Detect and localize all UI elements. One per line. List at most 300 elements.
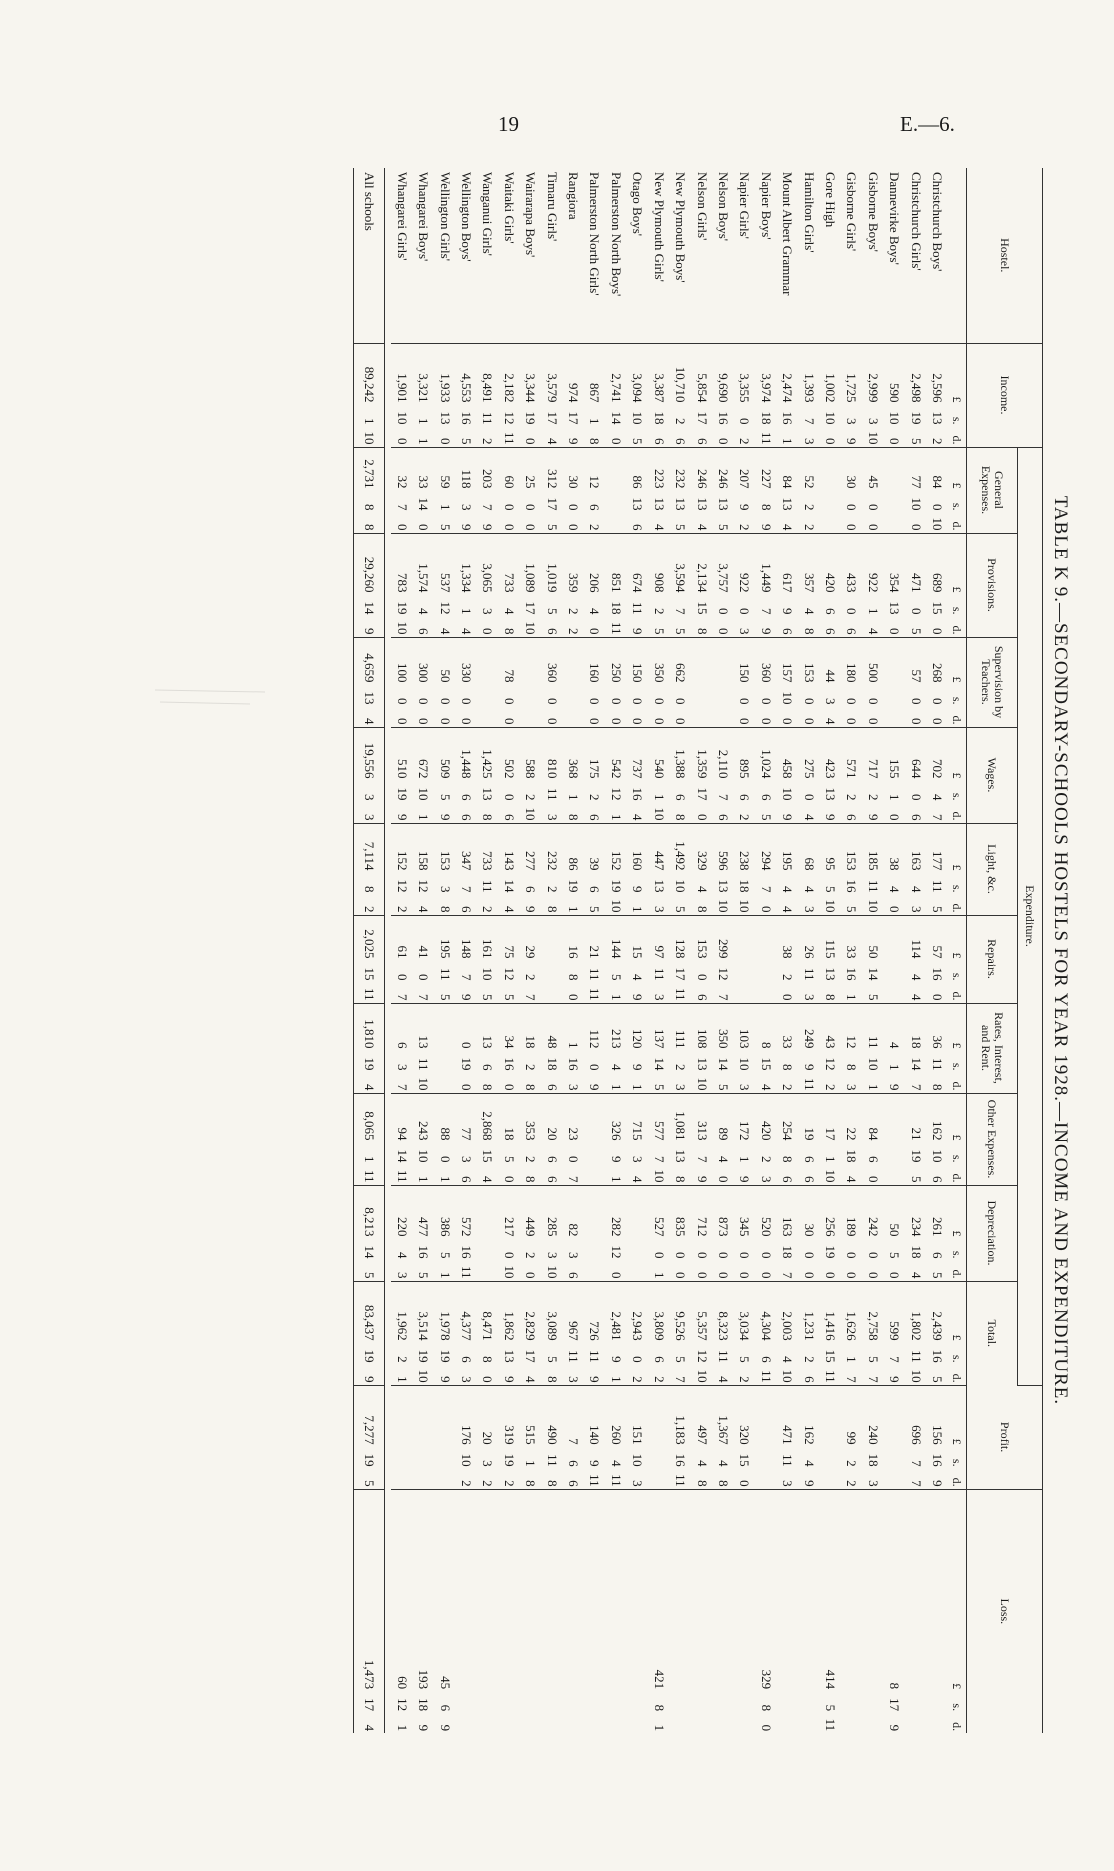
amount-cell: 967 11 3 <box>563 1281 584 1385</box>
amount-cell: 95 5 10 <box>820 823 841 915</box>
amount-cell: 153 16 5 <box>841 823 862 915</box>
table-row <box>434 168 455 1733</box>
amount-cell: 34 16 0 <box>498 1003 519 1093</box>
amount-cell <box>862 1489 883 1733</box>
amount-cell: 733 4 8 <box>498 533 519 637</box>
amount-cell <box>734 1489 755 1733</box>
amount-cell: 86 19 1 <box>563 823 584 915</box>
amount-cell: 155 1 0 <box>884 727 905 823</box>
amount-cell: 572 16 11 <box>456 1185 477 1281</box>
hostel-name: Whangarei Girls' <box>391 168 412 343</box>
amount-cell: 350 0 0 <box>648 637 669 727</box>
amount-cell: 350 14 5 <box>713 1003 734 1093</box>
amount-cell <box>841 1489 862 1733</box>
amount-cell <box>520 1489 541 1733</box>
amount-cell: 596 13 10 <box>713 823 734 915</box>
amount-cell: 537 12 4 <box>434 533 455 637</box>
amount-cell: 1,449 7 9 <box>755 533 776 637</box>
amount-cell: 152 19 10 <box>606 823 627 915</box>
table-row <box>670 168 691 1733</box>
amount-cell: 360 0 0 <box>541 637 562 727</box>
amount-cell: 520 0 0 <box>755 1185 776 1281</box>
table-row <box>541 168 562 1733</box>
amount-cell: 4 1 9 <box>884 1003 905 1093</box>
amount-cell: 108 13 10 <box>691 1003 712 1093</box>
hostel-name: Nelson Boys' <box>713 168 734 343</box>
table-row <box>755 168 776 1733</box>
amount-cell: 30 0 0 <box>841 447 862 533</box>
amount-cell <box>884 447 905 533</box>
amount-cell <box>755 1385 776 1489</box>
amount-cell: 206 4 0 <box>584 533 605 637</box>
amount-cell: 458 10 9 <box>777 727 798 823</box>
amount-cell: 234 18 4 <box>905 1185 926 1281</box>
amount-cell: 3,974 18 11 <box>755 343 776 447</box>
amount-cell: 2,498 19 5 <box>905 343 926 447</box>
amount-cell: 60 0 0 <box>498 447 519 533</box>
amount-cell <box>584 1093 605 1185</box>
amount-cell: 57 16 0 <box>927 915 948 1003</box>
amount-cell: 3,809 6 2 <box>648 1281 669 1385</box>
amount-cell: 1,448 6 6 <box>456 727 477 823</box>
unit-label: £ s. d. <box>948 1185 967 1281</box>
amount-cell: 13 11 10 <box>413 1003 434 1093</box>
amount-cell: 3,387 18 6 <box>648 343 669 447</box>
amount-cell: 3,514 19 10 <box>413 1281 434 1385</box>
amount-cell: 320 15 0 <box>734 1385 755 1489</box>
amount-cell: 471 0 5 <box>905 533 926 637</box>
amount-cell: 2,134 15 8 <box>691 533 712 637</box>
hostel-name: Dannevirke Boys' <box>884 168 905 343</box>
amount-cell: 3,034 5 2 <box>734 1281 755 1385</box>
rotated-table-block <box>323 168 1077 1733</box>
amount-cell: 176 10 2 <box>456 1385 477 1489</box>
hostel-name: Waitaki Girls' <box>498 168 519 343</box>
amount-cell: 39 6 5 <box>584 823 605 915</box>
amount-cell: 250 0 0 <box>606 637 627 727</box>
amount-cell: 163 18 7 <box>777 1185 798 1281</box>
amount-cell: 59 1 5 <box>434 447 455 533</box>
amount-cell <box>477 1489 498 1733</box>
hostel-name: Rangiora <box>563 168 584 343</box>
table-row <box>713 168 734 1733</box>
amount-cell: 299 12 7 <box>713 915 734 1003</box>
page-number: 19 <box>498 112 519 136</box>
amount-cell: 175 2 6 <box>584 727 605 823</box>
amount-cell: 203 7 9 <box>477 447 498 533</box>
amount-cell: 2,439 16 5 <box>927 1281 948 1385</box>
amount-cell: 45 6 9 <box>437 1676 453 1732</box>
amount-cell: 360 0 0 <box>755 637 776 727</box>
amount-cell: 18 2 8 <box>520 1003 541 1093</box>
table-row <box>841 168 862 1733</box>
hostel-name: New Plymouth Boys' <box>670 168 691 343</box>
hostel-name: Gisborne Boys' <box>862 168 883 343</box>
expenditure-col-header: Rates, Interest, and Rent. <box>967 1003 1018 1093</box>
amount-cell: 414 5 11 <box>822 1669 838 1732</box>
unit-label: £ s. d. <box>948 915 967 1003</box>
table-row <box>627 168 648 1733</box>
amount-cell: 717 2 9 <box>862 727 883 823</box>
hostel-name: Gisborne Girls' <box>841 168 862 343</box>
table-row <box>884 168 905 1733</box>
amount-cell: 1,388 6 8 <box>670 727 691 823</box>
amount-cell: 715 3 4 <box>627 1093 648 1185</box>
table-row <box>563 168 584 1733</box>
amount-cell: 3,089 5 8 <box>541 1281 562 1385</box>
amount-cell: 33 8 2 <box>777 1003 798 1093</box>
amount-cell: 242 0 0 <box>862 1185 883 1281</box>
amount-cell: 77 3 6 <box>456 1093 477 1185</box>
amount-cell: 20 6 6 <box>541 1093 562 1185</box>
amount-cell: 160 9 1 <box>627 823 648 915</box>
hostel-name: Whangarei Boys' <box>413 168 434 343</box>
amount-cell: 94 14 11 <box>391 1093 412 1185</box>
amount-cell <box>477 637 498 727</box>
amount-cell: 246 13 4 <box>691 447 712 533</box>
amount-cell: 851 18 11 <box>606 533 627 637</box>
amount-cell: 354 13 0 <box>884 533 905 637</box>
amount-cell: 232 13 5 <box>670 447 691 533</box>
amount-cell: 19 6 6 <box>798 1093 819 1185</box>
amount-cell: 329 4 8 <box>691 823 712 915</box>
amount-cell: 319 19 2 <box>498 1385 519 1489</box>
amount-cell: 84 6 0 <box>862 1093 883 1185</box>
amount-cell: 421 8 1 <box>651 1669 667 1732</box>
amount-cell: 8 17 9 <box>887 1682 903 1732</box>
amount-cell: 277 6 9 <box>520 823 541 915</box>
amount-cell: 30 0 0 <box>798 1185 819 1281</box>
amount-cell: 33 14 0 <box>413 447 434 533</box>
amount-cell: 1,002 10 0 <box>820 343 841 447</box>
amount-cell: 22 18 4 <box>841 1093 862 1185</box>
amount-cell: 571 2 6 <box>841 727 862 823</box>
amount-cell: 195 4 4 <box>777 823 798 915</box>
amount-cell <box>520 637 541 727</box>
table-row <box>927 168 948 1733</box>
amount-cell: 2,758 5 7 <box>862 1281 883 1385</box>
amount-cell: 82 3 6 <box>563 1185 584 1281</box>
amount-cell: 1,359 17 0 <box>691 727 712 823</box>
amount-cell: 162 4 9 <box>798 1385 819 1489</box>
amount-cell: 1,492 10 5 <box>670 823 691 915</box>
hostel-name: Napier Boys' <box>755 168 776 343</box>
amount-cell: 509 5 9 <box>434 727 455 823</box>
expenditure-col-header: Provisions. <box>967 533 1018 637</box>
amount-cell: 1,019 5 6 <box>541 533 562 637</box>
amount-cell <box>691 1489 712 1733</box>
amount-cell: 150 0 0 <box>734 637 755 727</box>
table-row <box>391 168 412 1733</box>
amount-cell: 144 5 1 <box>606 915 627 1003</box>
amount-cell: 490 11 8 <box>541 1385 562 1489</box>
amount-cell: 153 3 8 <box>434 823 455 915</box>
amount-cell: 2,868 15 4 <box>477 1093 498 1185</box>
hostel-name: Palmerston North Girls' <box>584 168 605 343</box>
amount-cell: 12 6 2 <box>584 447 605 533</box>
hostel-header: Hostel. <box>967 168 1043 343</box>
amount-cell: 895 6 2 <box>734 727 755 823</box>
amount-cell: 783 19 10 <box>391 533 412 637</box>
amount-cell: 12 8 3 <box>841 1003 862 1093</box>
amount-cell: 386 5 1 <box>434 1185 455 1281</box>
table-row <box>520 168 541 1733</box>
amount-cell: 38 2 0 <box>777 915 798 1003</box>
amount-cell: 21 11 11 <box>584 915 605 1003</box>
expenditure-col-header: General Expenses. <box>967 447 1018 533</box>
amount-cell: 2,110 7 6 <box>713 727 734 823</box>
table-row <box>798 168 819 1733</box>
amount-cell: 329 8 0 <box>758 1669 774 1732</box>
amount-cell: 100 0 0 <box>391 637 412 727</box>
amount-cell: 29,260 14 9 <box>354 533 385 637</box>
amount-cell: 220 4 3 <box>391 1185 412 1281</box>
amount-cell: 2,943 0 2 <box>627 1281 648 1385</box>
amount-cell: 867 1 8 <box>584 343 605 447</box>
amount-cell: 128 17 11 <box>670 915 691 1003</box>
amount-cell: 540 1 10 <box>648 727 669 823</box>
amount-cell: 232 2 8 <box>541 823 562 915</box>
amount-cell: 43 12 2 <box>820 1003 841 1093</box>
amount-cell: 712 0 0 <box>691 1185 712 1281</box>
amount-cell: 3,094 10 5 <box>627 343 648 447</box>
unit-label: £ s. d. <box>948 533 967 637</box>
amount-cell: 835 0 0 <box>670 1185 691 1281</box>
amount-cell: 2,474 16 1 <box>777 343 798 447</box>
amount-cell <box>820 447 841 533</box>
table-row <box>456 168 477 1733</box>
hostel-name: Wellington Girls' <box>434 168 455 343</box>
amount-cell: 1,901 10 0 <box>391 343 412 447</box>
hostel-name: All schools <box>354 168 385 343</box>
document-reference: E.—6. <box>900 112 955 136</box>
amount-cell: 726 11 9 <box>584 1281 605 1385</box>
amount-cell <box>884 915 905 1003</box>
amount-cell <box>713 1489 734 1733</box>
amount-cell: 163 4 3 <box>905 823 926 915</box>
amount-cell: 1,081 13 8 <box>670 1093 691 1185</box>
table-title: TABLE K 9.—SECONDARY-SCHOOLS HOSTELS FOR YEAR 1928.—INCOME AND EXPENDITURE. <box>1050 495 1071 1406</box>
amount-cell <box>456 1489 477 1733</box>
amount-cell <box>584 1489 605 1733</box>
amount-cell: 737 16 4 <box>627 727 648 823</box>
amount-cell: 140 9 11 <box>584 1385 605 1489</box>
faint-margin-marks <box>150 680 270 720</box>
amount-cell: 294 7 0 <box>755 823 776 915</box>
amount-cell: 1,089 17 10 <box>520 533 541 637</box>
amount-cell: 7 6 6 <box>563 1385 584 1489</box>
amount-cell: 8,491 11 2 <box>477 343 498 447</box>
amount-cell: 15 4 9 <box>627 915 648 1003</box>
hostel-name: Napier Girls' <box>734 168 755 343</box>
amount-cell: 103 10 3 <box>734 1003 755 1093</box>
amount-cell: 590 10 0 <box>884 343 905 447</box>
hostel-name: Palmerston North Boys' <box>606 168 627 343</box>
amount-cell: 733 11 2 <box>477 823 498 915</box>
expenditure-header: Expenditure. <box>1018 447 1043 1385</box>
unit-label: £ s. d. <box>948 1385 967 1489</box>
amount-cell: 6 3 7 <box>391 1003 412 1093</box>
amount-cell <box>670 1489 691 1733</box>
amount-cell <box>434 1003 455 1093</box>
amount-cell: 3,355 0 2 <box>734 343 755 447</box>
amount-cell: 83,437 19 9 <box>354 1281 385 1385</box>
amount-cell: 300 0 0 <box>413 637 434 727</box>
amount-cell: 689 15 0 <box>927 533 948 637</box>
amount-cell: 89,242 1 10 <box>354 343 385 447</box>
amount-cell: 50 14 5 <box>862 915 883 1003</box>
amount-cell: 4,659 13 4 <box>354 637 385 727</box>
unit-label: £ s. d. <box>948 1281 967 1385</box>
amount-cell: 8,065 1 11 <box>354 1093 385 1185</box>
amount-cell: 243 10 1 <box>413 1093 434 1185</box>
amount-cell: 1,393 7 3 <box>798 343 819 447</box>
amount-cell: 193 18 9 <box>416 1669 432 1732</box>
amount-cell: 3,321 1 1 <box>413 343 434 447</box>
amount-cell <box>498 1489 519 1733</box>
amount-cell: 114 4 4 <box>905 915 926 1003</box>
amount-cell: 696 7 7 <box>905 1385 926 1489</box>
amount-cell: 1,802 11 10 <box>905 1281 926 1385</box>
amount-cell: 23 0 7 <box>563 1093 584 1185</box>
amount-cell: 84 0 10 <box>927 447 948 533</box>
amount-cell: 151 10 3 <box>627 1385 648 1489</box>
amount-cell: 156 16 9 <box>927 1385 948 1489</box>
amount-cell: 1,024 6 5 <box>755 727 776 823</box>
amount-cell: 9,690 16 0 <box>713 343 734 447</box>
amount-cell: 256 19 0 <box>820 1185 841 1281</box>
amount-cell: 423 13 9 <box>820 727 841 823</box>
amount-cell: 26 11 3 <box>798 915 819 1003</box>
amount-cell <box>820 1385 841 1489</box>
amount-cell: 111 2 3 <box>670 1003 691 1093</box>
amount-cell: 510 19 9 <box>391 727 412 823</box>
amount-cell: 908 2 5 <box>648 533 669 637</box>
amount-cell <box>755 915 776 1003</box>
amount-cell: 1,725 3 9 <box>841 343 862 447</box>
amount-cell: 177 11 5 <box>927 823 948 915</box>
amount-cell: 36 11 8 <box>927 1003 948 1093</box>
amount-cell: 353 2 8 <box>520 1093 541 1185</box>
unit-label: £ s. d. <box>948 637 967 727</box>
amount-cell: 120 9 1 <box>627 1003 648 1093</box>
amount-cell: 246 13 5 <box>713 447 734 533</box>
amount-cell: 515 1 8 <box>520 1385 541 1489</box>
amount-cell: 238 18 10 <box>734 823 755 915</box>
amount-cell <box>713 637 734 727</box>
hostel-name: Nelson Girls' <box>691 168 712 343</box>
amount-cell: 11 10 1 <box>862 1003 883 1093</box>
amount-cell: 8 15 4 <box>755 1003 776 1093</box>
amount-cell <box>434 1385 455 1489</box>
amount-cell: 1,574 4 6 <box>413 533 434 637</box>
amount-cell: 0 19 0 <box>456 1003 477 1093</box>
amount-cell: 3,579 17 4 <box>541 343 562 447</box>
amount-cell: 497 4 8 <box>691 1385 712 1489</box>
amount-cell: 368 1 8 <box>563 727 584 823</box>
amount-cell <box>884 1093 905 1185</box>
table-row <box>820 168 841 1733</box>
amount-cell: 162 10 6 <box>927 1093 948 1185</box>
unit-label: £ s. d. <box>948 447 967 533</box>
hostel-name: Wairarapa Boys' <box>520 168 541 343</box>
amount-cell: 44 3 4 <box>820 637 841 727</box>
amount-cell: 326 9 1 <box>606 1093 627 1185</box>
amount-cell: 160 0 0 <box>584 637 605 727</box>
amount-cell: 702 4 7 <box>927 727 948 823</box>
amount-cell: 18 14 7 <box>905 1003 926 1093</box>
amount-cell: 449 2 0 <box>520 1185 541 1281</box>
table-row <box>777 168 798 1733</box>
unit-label: £ s. d. <box>948 1093 967 1185</box>
income-expenditure-table <box>353 168 1043 1733</box>
amount-cell: 477 16 5 <box>413 1185 434 1281</box>
totals-row <box>354 168 385 1733</box>
amount-cell: 1,626 1 7 <box>841 1281 862 1385</box>
amount-cell: 77 10 0 <box>905 447 926 533</box>
amount-cell: 2,596 13 2 <box>927 343 948 447</box>
amount-cell: 38 4 0 <box>884 823 905 915</box>
hostel-name: Timaru Girls' <box>541 168 562 343</box>
hostel-name: New Plymouth Girls' <box>648 168 669 343</box>
table-row <box>862 168 883 1733</box>
amount-cell: 29 2 7 <box>520 915 541 1003</box>
amount-cell: 195 11 5 <box>434 915 455 1003</box>
amount-cell: 810 11 3 <box>541 727 562 823</box>
unit-label: £ s. d. <box>948 343 967 447</box>
amount-cell: 213 4 1 <box>606 1003 627 1093</box>
amount-cell: 254 8 6 <box>777 1093 798 1185</box>
amount-cell: 61 0 7 <box>391 915 412 1003</box>
table-row <box>413 168 434 1733</box>
amount-cell: 118 3 9 <box>456 447 477 533</box>
amount-cell: 617 9 6 <box>777 533 798 637</box>
amount-cell <box>627 1489 648 1733</box>
amount-cell: 2,731 8 8 <box>354 447 385 533</box>
amount-cell: 644 0 6 <box>905 727 926 823</box>
amount-cell <box>777 1489 798 1733</box>
amount-cell: 157 10 0 <box>777 637 798 727</box>
hostel-name: Hamilton Girls' <box>798 168 819 343</box>
amount-cell: 433 0 6 <box>841 533 862 637</box>
amount-cell: 471 11 3 <box>777 1385 798 1489</box>
amount-cell: 143 14 4 <box>498 823 519 915</box>
amount-cell <box>563 637 584 727</box>
amount-cell: 50 0 0 <box>434 637 455 727</box>
amount-cell: 30 0 0 <box>563 447 584 533</box>
amount-cell: 75 12 5 <box>498 915 519 1003</box>
amount-cell: 502 0 6 <box>498 727 519 823</box>
amount-cell: 8,323 11 4 <box>713 1281 734 1385</box>
amount-cell: 1,962 2 1 <box>391 1281 412 1385</box>
amount-cell: 20 3 2 <box>477 1385 498 1489</box>
table-row <box>477 168 498 1733</box>
amount-cell: 60 12 1 <box>394 1676 410 1732</box>
amount-cell: 150 0 0 <box>627 637 648 727</box>
amount-cell: 282 12 0 <box>606 1185 627 1281</box>
amount-cell: 974 17 9 <box>563 343 584 447</box>
amount-cell: 1,933 13 0 <box>434 343 455 447</box>
amount-cell: 674 11 9 <box>627 533 648 637</box>
amount-cell: 68 4 3 <box>798 823 819 915</box>
amount-cell: 345 0 0 <box>734 1185 755 1281</box>
expenditure-col-header: Repairs. <box>967 915 1018 1003</box>
hostel-name: Christchurch Boys' <box>927 168 948 343</box>
table-row <box>606 168 627 1733</box>
amount-cell: 189 0 0 <box>841 1185 862 1281</box>
amount-cell: 97 11 3 <box>648 915 669 1003</box>
amount-cell <box>541 1489 562 1733</box>
